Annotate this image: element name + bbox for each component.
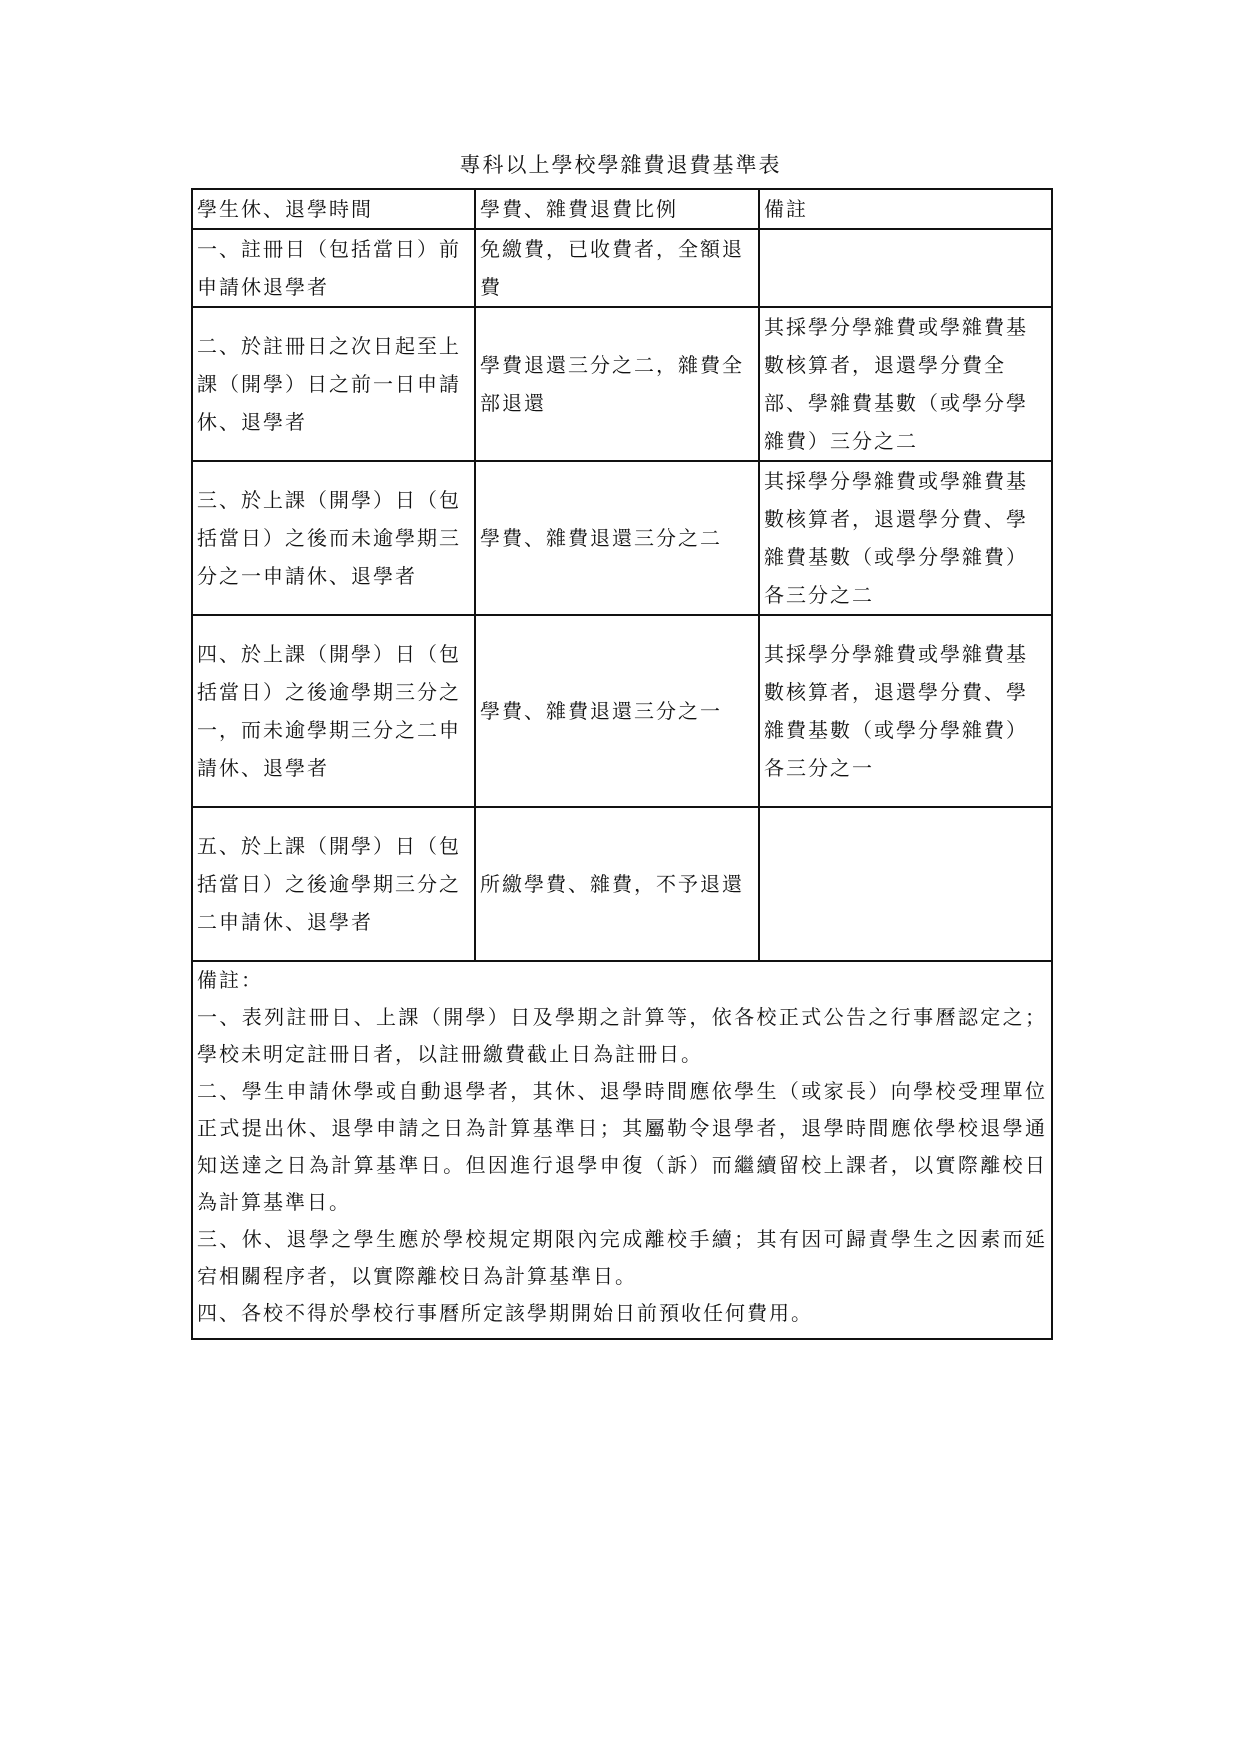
notes-cell — [192, 961, 1052, 1339]
cell-remark — [759, 807, 1052, 961]
table-row — [192, 229, 1052, 307]
header-time: 學生休、退學時間 — [192, 189, 475, 229]
page-title: 專科以上學校學雜費退費基準表 — [459, 153, 782, 177]
cell-remark — [759, 229, 1052, 307]
cell-remark: 其採學分學雜費或學雜費基數核算者，退還學分費、學雜費基數（或學分學雜費）各三分之一 — [759, 615, 1052, 807]
cell-time: 三、於上課（開學）日（包括當日）之後而未逾學期三分之一申請休、退學者 — [192, 461, 475, 615]
cell-ratio: 學費、雜費退還三分之二 — [475, 461, 759, 615]
cell-remark: 其採學分學雜費或學雜費基數核算者，退還學分費全部、學雜費基數（或學分學雜費）三分之二 — [759, 307, 1052, 461]
refund-table — [191, 188, 1053, 1340]
table-row — [192, 807, 1052, 961]
header-ratio: 學費、雜費退費比例 — [475, 189, 759, 229]
cell-ratio: 學費退還三分之二，雜費全部退還 — [475, 307, 759, 461]
header-remark: 備註 — [759, 189, 1052, 229]
cell-time: 二、於註冊日之次日起至上課（開學）日之前一日申請休、退學者 — [192, 307, 475, 461]
note-item: 二、學生申請休學或自動退學者，其休、退學時間應依學生（或家長）向學校受理單位正式提出休、退學申請之日為計算基準日；其屬勒令退學者，退學時間應依學校退學通知送達之日為計算基準日。但因進行退學申復（訴）而繼續留校上課者，以實際離校日為計算基準日。 — [197, 1079, 1047, 1214]
cell-ratio: 免繳費，已收費者，全額退費 — [475, 229, 759, 307]
note-item: 四、各校不得於學校行事曆所定該學期開始日前預收任何費用。 — [197, 1301, 813, 1325]
note-item: 一、表列註冊日、上課（開學）日及學期之計算等，依各校正式公告之行事曆認定之；學校未明定註冊日者，以註冊繳費截止日為註冊日。 — [197, 1005, 1047, 1066]
cell-ratio: 所繳學費、雜費，不予退還 — [475, 807, 759, 961]
note-item: 三、休、退學之學生應於學校規定期限內完成離校手續；其有因可歸責學生之因素而延宕相關程序者，以實際離校日為計算基準日。 — [197, 1227, 1047, 1288]
table-header-row — [192, 189, 1052, 229]
table-row — [192, 307, 1052, 461]
cell-time: 一、註冊日（包括當日）前申請休退學者 — [192, 229, 475, 307]
cell-time: 五、於上課（開學）日（包括當日）之後逾學期三分之二申請休、退學者 — [192, 807, 475, 961]
cell-ratio: 學費、雜費退還三分之一 — [475, 615, 759, 807]
notes-row — [192, 961, 1052, 1339]
table-row — [192, 461, 1052, 615]
notes-heading: 備註： — [197, 968, 263, 992]
cell-time: 四、於上課（開學）日（包括當日）之後逾學期三分之一，而未逾學期三分之二申請休、退學者 — [192, 615, 475, 807]
cell-remark: 其採學分學雜費或學雜費基數核算者，退還學分費、學雜費基數（或學分學雜費）各三分之二 — [759, 461, 1052, 615]
table-row — [192, 615, 1052, 807]
